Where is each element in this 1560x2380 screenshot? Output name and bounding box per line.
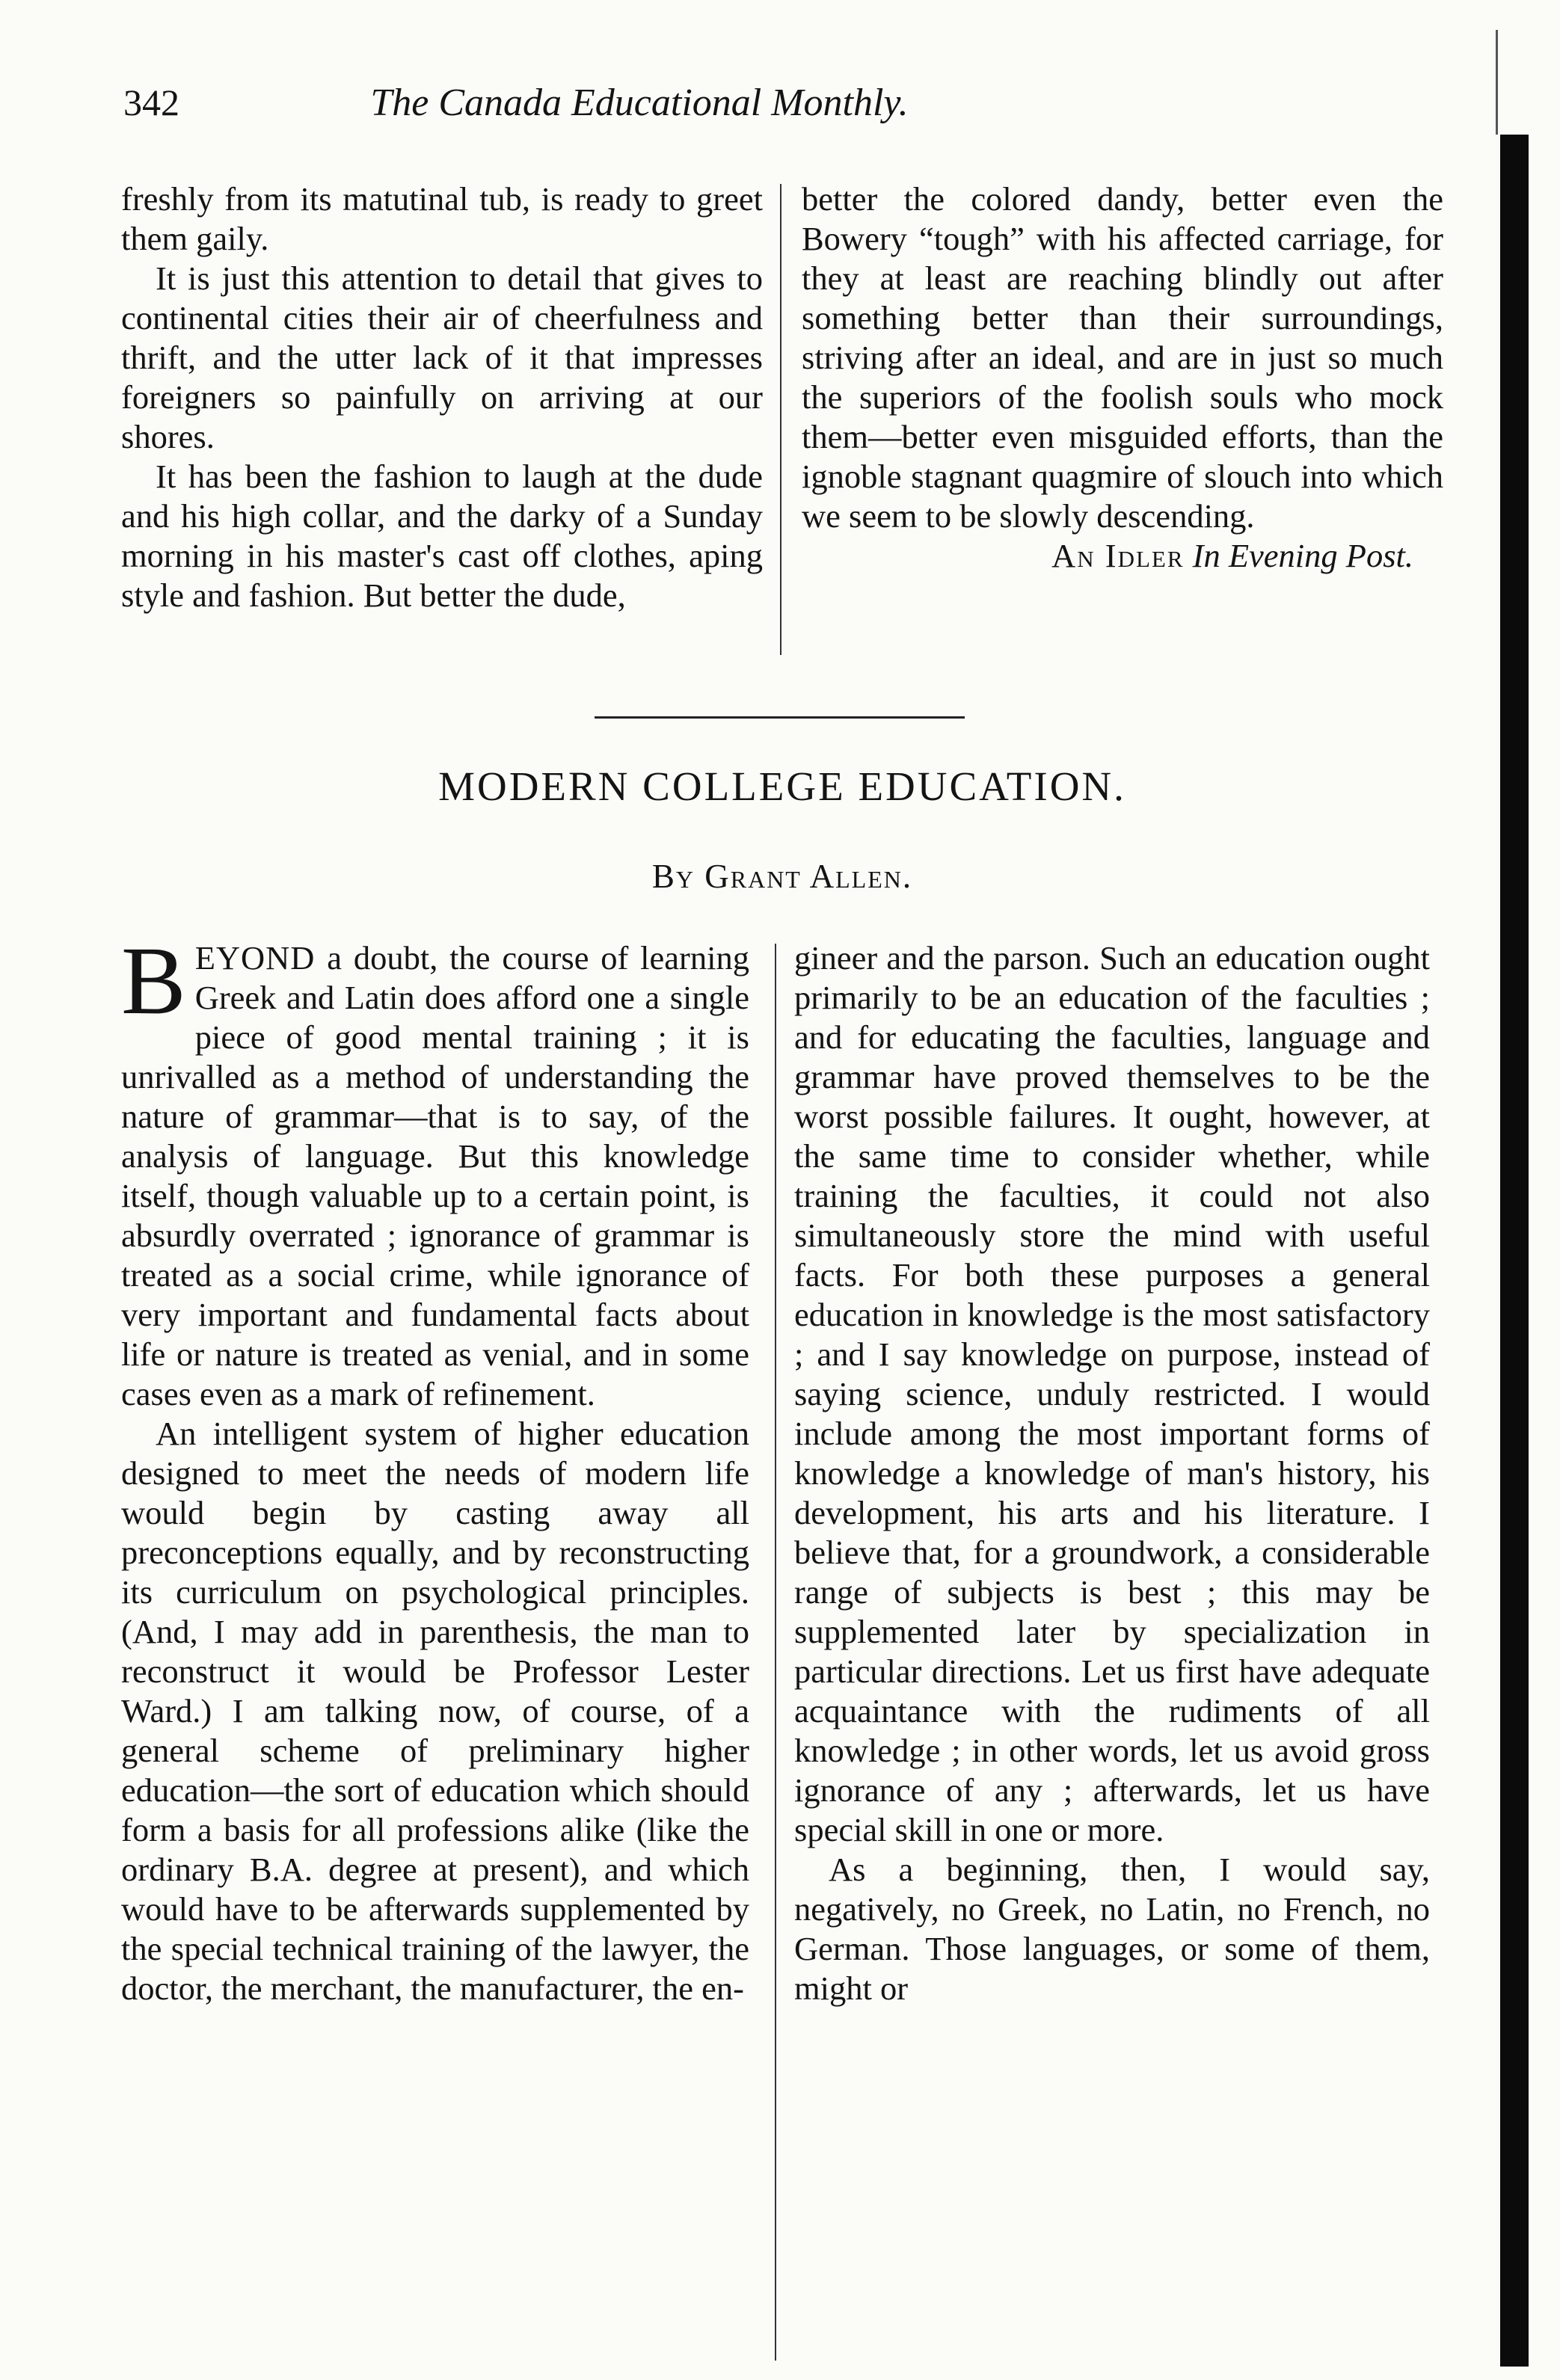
prev-article-right-column <box>802 179 1443 576</box>
column-divider-bottom <box>775 944 776 2361</box>
page-number: 342 <box>123 82 179 123</box>
first-paragraph <box>121 927 749 1414</box>
paragraph: As a beginning, then, I would say, negatively, no Greek, no Latin, no French, no German. Those languages, or some of them, might or <box>794 1851 1430 2007</box>
paragraph: It has been the fashion to laugh at the dude and his high collar, and the darky of a Sunday morning in his master's cast off clothes, aping style and fashion. But better the dude, <box>121 458 763 614</box>
drop-cap: B <box>121 927 186 1035</box>
article-title: MODERN COLLEGE EDUCATION. <box>438 763 1126 809</box>
paragraph: better the colored dandy, better even the Bowery “tough” with his affected carriage, for they at least are reaching blindly out after something better than their surroundings, striving after an ideal, and are in just so much the superiors of the foolish souls who mock them—better even misguided efforts, than the ignoble stagnant quagmire of slouch into which we seem to be slowly descending. <box>802 180 1443 535</box>
attribution-author: An Idler <box>1051 537 1185 574</box>
attribution-source: In Evening Post. <box>1192 537 1413 574</box>
section-divider <box>595 716 965 719</box>
running-head <box>123 81 1357 141</box>
paragraph-text: a doubt, the course of learning Greek and Latin does afford one a single piece of good mental training ; it is unrivalled as a method of understanding the nature of grammar—that is to say, of the analysis of language. But this knowledge itself, though valuable up to a certain point, is absurdly overrated ; ignorance of grammar is treated as a social crime, while ignorance of very important and fundamental facts about life or nature is treated as venial, and in some cases even as a mark of refinement. <box>121 939 749 1412</box>
article-byline: By Grant Allen. <box>651 858 913 895</box>
paragraph: freshly from its matutinal tub, is ready to greet them gaily. <box>121 180 763 257</box>
article-right-column <box>794 938 1430 2008</box>
column-divider-top <box>780 184 781 655</box>
attribution <box>802 536 1443 576</box>
scan-edge-shadow <box>1500 135 1529 2367</box>
paragraph: It is just this attention to detail that gives to continental cities their air of cheerfulness and thrift, and the utter lack of it that impresses foreigners so painfully on arriving at our shores. <box>121 259 763 455</box>
lead-word: EYOND <box>194 939 316 977</box>
article-left-column <box>121 927 749 2008</box>
journal-title: The Canada Educational Monthly. <box>370 82 909 124</box>
prev-article-left-column <box>121 179 763 615</box>
scan-edge-thin <box>1496 30 1498 135</box>
paragraph: An intelligent system of higher education designed to meet the needs of modern life would begin by casting away all preconceptions equally, and by reconstructing its curriculum on psychological principles. (And, I may add in parenthesis, the man to reconstruct it would be Professor Lester Ward.) I am talking now, of course, of a general scheme of preliminary higher education—the sort of education which should form a basis for all professions alike (like the ordinary B.A. degree at present), and which would have to be afterwards supplemented by the special technical training of the lawyer, the doctor, the merchant, the manufacturer, the en- <box>121 1415 749 2007</box>
paragraph: gineer and the parson. Such an education ought primarily to be an education of the faculties ; and for educating the faculties, language and grammar have proved themselves to be the worst possible failures. It ought, however, at the same time to consider whether, while training the faculties, it could not also simultaneously store the mind with useful facts. For both these purposes a general education in knowledge is the most satisfactory ; and I say knowledge on purpose, instead of saying science, unduly restricted. I would include among the most important forms of knowledge a knowledge of man's history, his development, his arts and his literature. I believe that, for a groundwork, a considerable range of subjects is best ; this may be supplemented later by specialization in particular directions. Let us first have adequate acquaintance with the rudiments of all knowledge ; in other words, let us avoid gross ignorance of any ; afterwards, let us have special skill in one or more. <box>794 939 1430 1848</box>
